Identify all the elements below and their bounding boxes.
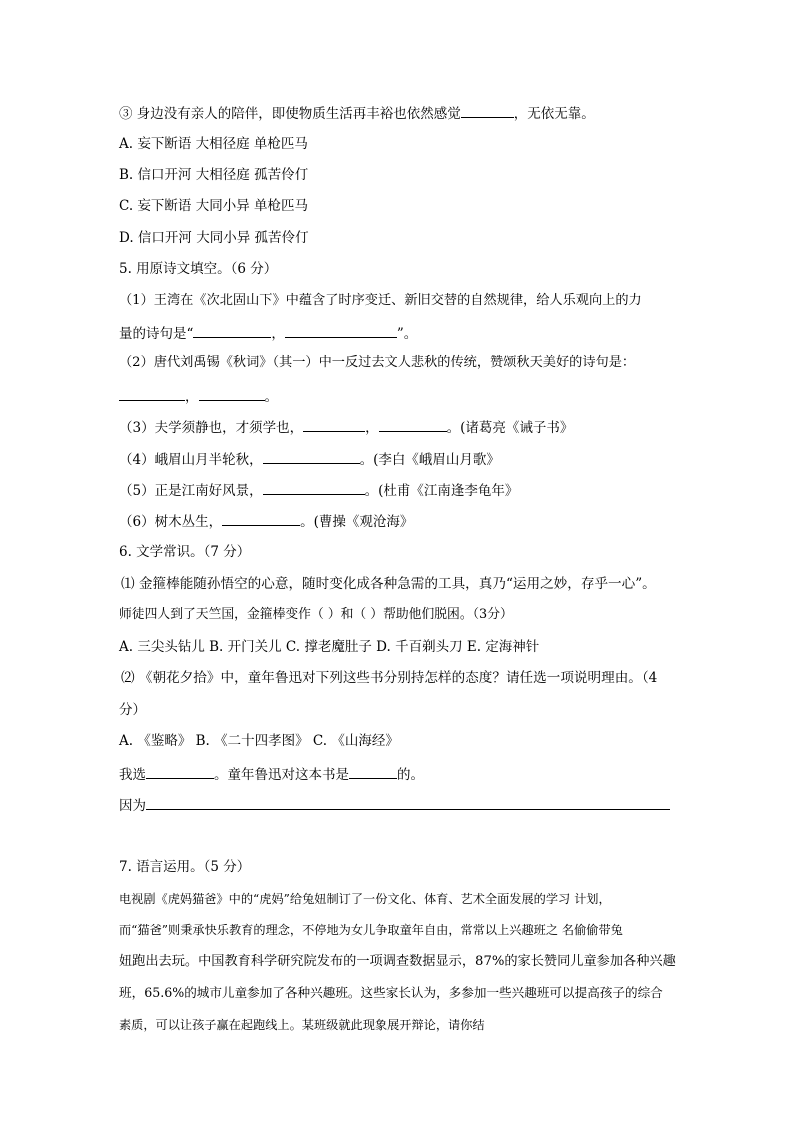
q5-s2-line2 xyxy=(119,386,278,406)
q5-s2-blank-1[interactable] xyxy=(119,386,185,401)
q7-line-5: 素质，可以让孩子赢在起跑线上。某班级就此现象展开辩论，请你结 xyxy=(119,1018,485,1032)
q5-s4-pre: （4）峨眉山月半轮秋， xyxy=(119,452,263,468)
q4-option-d: D. 信口开河 大同小异 孤苦伶仃 xyxy=(119,230,309,246)
q5-s3-source: 。(诸葛亮《诫子书》 xyxy=(446,420,574,436)
q5-title: 5. 用原诗文填空。（6 分） xyxy=(119,261,278,277)
q6-p1-line1: ⑴ 金箍棒能随孙悟空的心意，随时变化成各种急需的工具，真乃“运用之妙，存乎一心”。 xyxy=(121,576,656,592)
q7-line-4: 班，65.6%的城市儿童参加了各种兴趣班。这些家长认为，多参加一些兴趣班可以提高孩子的综合 xyxy=(119,985,663,1000)
q4-option-a: A. 妄下断语 大相径庭 单枪匹马 xyxy=(119,136,308,152)
q5-s1-comma: ， xyxy=(271,326,285,342)
q5-s3 xyxy=(119,417,573,437)
q5-s5 xyxy=(119,480,518,500)
q5-s5-source: 。(杜甫《江南逢李龟年》 xyxy=(364,483,519,499)
q6-p1-line2: 师徒四人到了天竺国，金箍棒变作（ ）和（ ）帮助他们脱困。（3分） xyxy=(119,607,513,622)
q6-because xyxy=(119,795,670,815)
q6-p2-options: A. 《鉴略》 B. 《二十四孝图》 C. 《山海经》 xyxy=(119,733,399,749)
q4-item3-blank[interactable] xyxy=(461,103,514,118)
q5-s4 xyxy=(119,449,500,469)
q5-s5-blank[interactable] xyxy=(263,480,365,495)
q4-option-c: C. 妄下断语 大同小异 单枪匹马 xyxy=(119,198,309,214)
q6-p1-options: A. 三尖头钻儿 B. 开门关儿 C. 撑老魔肚子 D. 千百剃头刀 E. 定海神针 xyxy=(119,639,540,655)
q6-because-blank[interactable] xyxy=(146,795,670,810)
q5-s3-pre: （3）夫学须静也，才须学也， xyxy=(119,420,304,436)
q5-s6-source: 。(曹操《观沧海》 xyxy=(300,514,414,530)
q5-s2-line1: （2）唐代刘禹锡《秋词》（其一）中一反过去文人悲秋的传统，赞颂秋天美好的诗句是： xyxy=(119,355,636,370)
q5-s1-pre: 量的诗句是“ xyxy=(119,326,194,342)
q7-line-3: 妞跑出去玩。中国教育科学研究院发布的一项调查数据显示，87%的家长赞同儿童参加各种兴趣 xyxy=(119,954,676,969)
q5-s4-source: 。(李白《峨眉山月歌》 xyxy=(359,452,500,468)
q5-s1-line2 xyxy=(119,323,417,343)
q6-because-label: 因为 xyxy=(119,798,146,814)
q5-s2-comma: ， xyxy=(185,389,199,405)
q5-s1-blank-1[interactable] xyxy=(193,323,271,338)
q4-item3-text: ③ 身边没有亲人的陪伴，即使物质生活再丰裕也依然感觉 xyxy=(119,106,461,122)
q6-choose-blank-1[interactable] xyxy=(146,764,214,779)
q5-s1-blank-2[interactable] xyxy=(285,323,397,338)
q5-s2-post: 。 xyxy=(264,389,278,405)
q6-title: 6. 文学常识。（7 分） xyxy=(119,544,251,560)
q5-s6-blank[interactable] xyxy=(222,511,300,526)
q4-item3 xyxy=(119,103,595,123)
q7-title: 7. 语言运用。（5 分） xyxy=(119,859,251,875)
q6-choose-post: 的。 xyxy=(397,767,424,783)
q7-line-2: 而“猫爸”则秉承快乐教育的理念，不停地为女儿争取童年自由，常常以上兴趣班之 名偷偷带兔 xyxy=(119,923,623,937)
q5-s6 xyxy=(119,511,413,531)
q5-s3-comma: ， xyxy=(365,420,379,436)
q4-option-b: B. 信口开河 大相径庭 孤苦伶仃 xyxy=(119,167,309,183)
q5-s3-blank-2[interactable] xyxy=(379,417,447,432)
q6-choose-blank-2[interactable] xyxy=(349,764,397,779)
q5-s2-blank-2[interactable] xyxy=(199,386,265,401)
q6-p2-line2: 分） xyxy=(119,702,146,718)
q5-s1-line1: （1）王湾在《次北固山下》中蕴含了时序变迁、新旧交替的自然规律，给人乐观向上的力 xyxy=(119,293,642,308)
q5-s6-pre: （6）树木丛生， xyxy=(119,514,223,530)
q6-p2-line1: ⑵ 《朝花夕拾》中，童年鲁迅对下列这些书分别持怎样的态度？请任选一项说明理由。（4 xyxy=(121,670,658,686)
q6-choose-pre: 我选 xyxy=(119,767,146,783)
q5-s1-post: ”。 xyxy=(396,326,418,342)
q4-item3-tail: ，无依无靠。 xyxy=(513,106,595,122)
q5-s5-pre: （5）正是江南好风景， xyxy=(119,483,263,499)
q5-s4-blank[interactable] xyxy=(263,449,360,464)
q6-choose-mid: 。童年鲁迅对这本书是 xyxy=(214,767,349,783)
q6-choose xyxy=(119,764,424,784)
q7-line-1: 电视剧《虎妈猫爸》中的“虎妈”给兔妞制订了一份文化、体育、艺术全面发展的学习 计划， xyxy=(119,892,611,906)
q5-s3-blank-1[interactable] xyxy=(303,417,365,432)
